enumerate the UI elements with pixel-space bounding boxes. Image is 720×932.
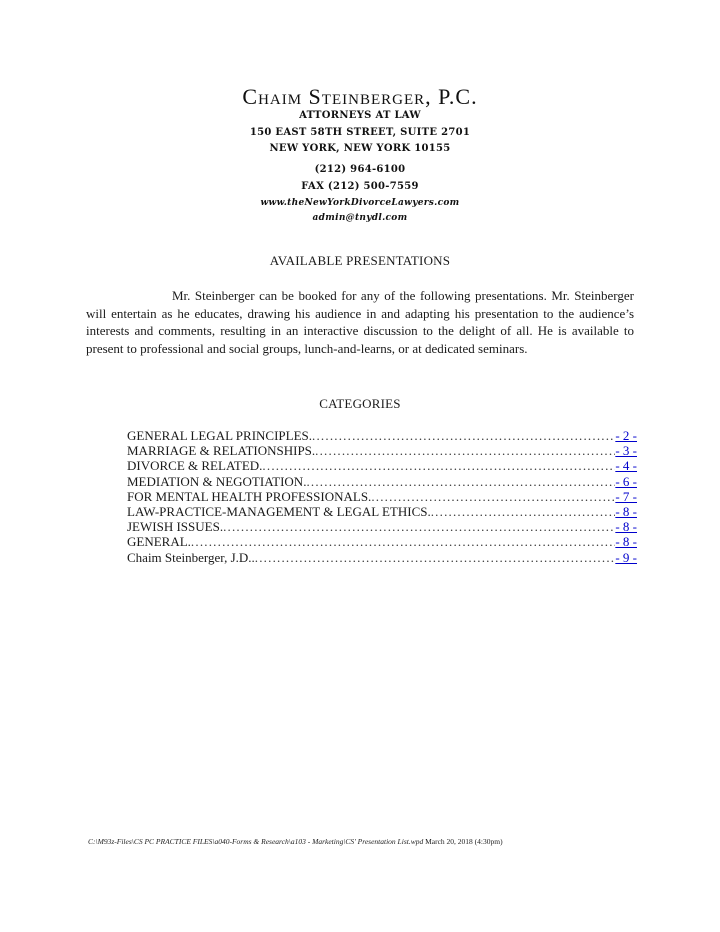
toc-entry (127, 550, 637, 565)
email-link[interactable]: admin@tnydl.com (312, 213, 408, 223)
toc-leader-dots (431, 504, 616, 519)
document-footer (88, 837, 503, 846)
toc-entry-title: GENERAL. (127, 534, 191, 550)
toc-leader-dots (262, 458, 615, 473)
address-line-1: 150 EAST 58TH STREET, SUITE 2701 (249, 127, 471, 138)
toc-entry (127, 428, 637, 443)
toc-leader-dots (371, 489, 615, 504)
presentations-heading: AVAILABLE PRESENTATIONS (269, 253, 451, 268)
categories-heading: CATEGORIES (319, 396, 401, 411)
toc-leader-dots (191, 534, 615, 549)
toc-leader-dots (306, 474, 615, 489)
footer-date: March 20, 2018 (4:30pm) (425, 837, 503, 846)
address-line-2: NEW YORK, NEW YORK 10155 (269, 143, 451, 154)
presentations-intro: Mr. Steinberger can be booked for any of the following presentations. Mr. Steinberger will entertain as he educates, drawing his audience in and adapting his presentation to the audience’s interests and comments, resulting in an interactive discussion to the delight of all. He is available to present to professional and social groups, lunch-and-learns, or at dedicated seminars. (86, 288, 634, 356)
firm-subtitle: ATTORNEYS AT LAW (299, 110, 421, 121)
toc-entry-title: MEDIATION & NEGOTIATION. (127, 473, 307, 489)
toc-entry (127, 504, 637, 519)
toc-entry-title: LAW-PRACTICE-MANAGEMENT & LEGAL ETHICS. (127, 503, 431, 519)
toc-entry-title: DIVORCE & RELATED. (127, 458, 263, 474)
toc-entry-title: JEWISH ISSUES. (127, 519, 224, 535)
toc-page-link[interactable]: - 8 - (615, 534, 637, 550)
toc-leader-dots (255, 550, 616, 565)
toc-entry (127, 474, 637, 489)
toc-entry-title: Chaim Steinberger, J.D.. (127, 549, 255, 565)
website-link[interactable]: www.theNewYorkDivorceLawyers.com (260, 198, 460, 208)
firm-name: Chaim Steinberger, P.C. (242, 84, 478, 109)
toc-page-link[interactable]: - 3 - (615, 443, 637, 459)
toc-leader-dots (223, 519, 615, 534)
fax-number: FAX (212) 500-7559 (301, 181, 419, 192)
categories-list (127, 428, 637, 565)
toc-page-link[interactable]: - 4 - (615, 458, 637, 474)
toc-entry (127, 443, 637, 458)
toc-leader-dots (312, 428, 615, 443)
toc-entry (127, 489, 637, 504)
footer-file-path: C:\M93z-Files\CS PC PRACTICE FILES\a040-Forms & Research\a103 - Marketing\CS' Presentation List.wpd (88, 837, 424, 846)
toc-entry (127, 458, 637, 473)
toc-page-link[interactable]: - 6 - (615, 473, 637, 489)
toc-entry (127, 519, 637, 534)
toc-page-link[interactable]: - 8 - (615, 503, 637, 519)
toc-page-link[interactable]: - 2 - (615, 428, 637, 443)
toc-page-link[interactable]: - 7 - (615, 488, 637, 504)
toc-leader-dots (315, 443, 615, 458)
toc-entry (127, 534, 637, 549)
toc-page-link[interactable]: - 9 - (615, 549, 637, 565)
toc-page-link[interactable]: - 8 - (615, 519, 637, 535)
toc-entry-title: GENERAL LEGAL PRINCIPLES. (127, 428, 313, 443)
toc-entry-title: MARRIAGE & RELATIONSHIPS. (127, 443, 316, 459)
toc-entry-title: FOR MENTAL HEALTH PROFESSIONALS. (127, 488, 372, 504)
phone-number: (212) 964-6100 (314, 164, 406, 175)
